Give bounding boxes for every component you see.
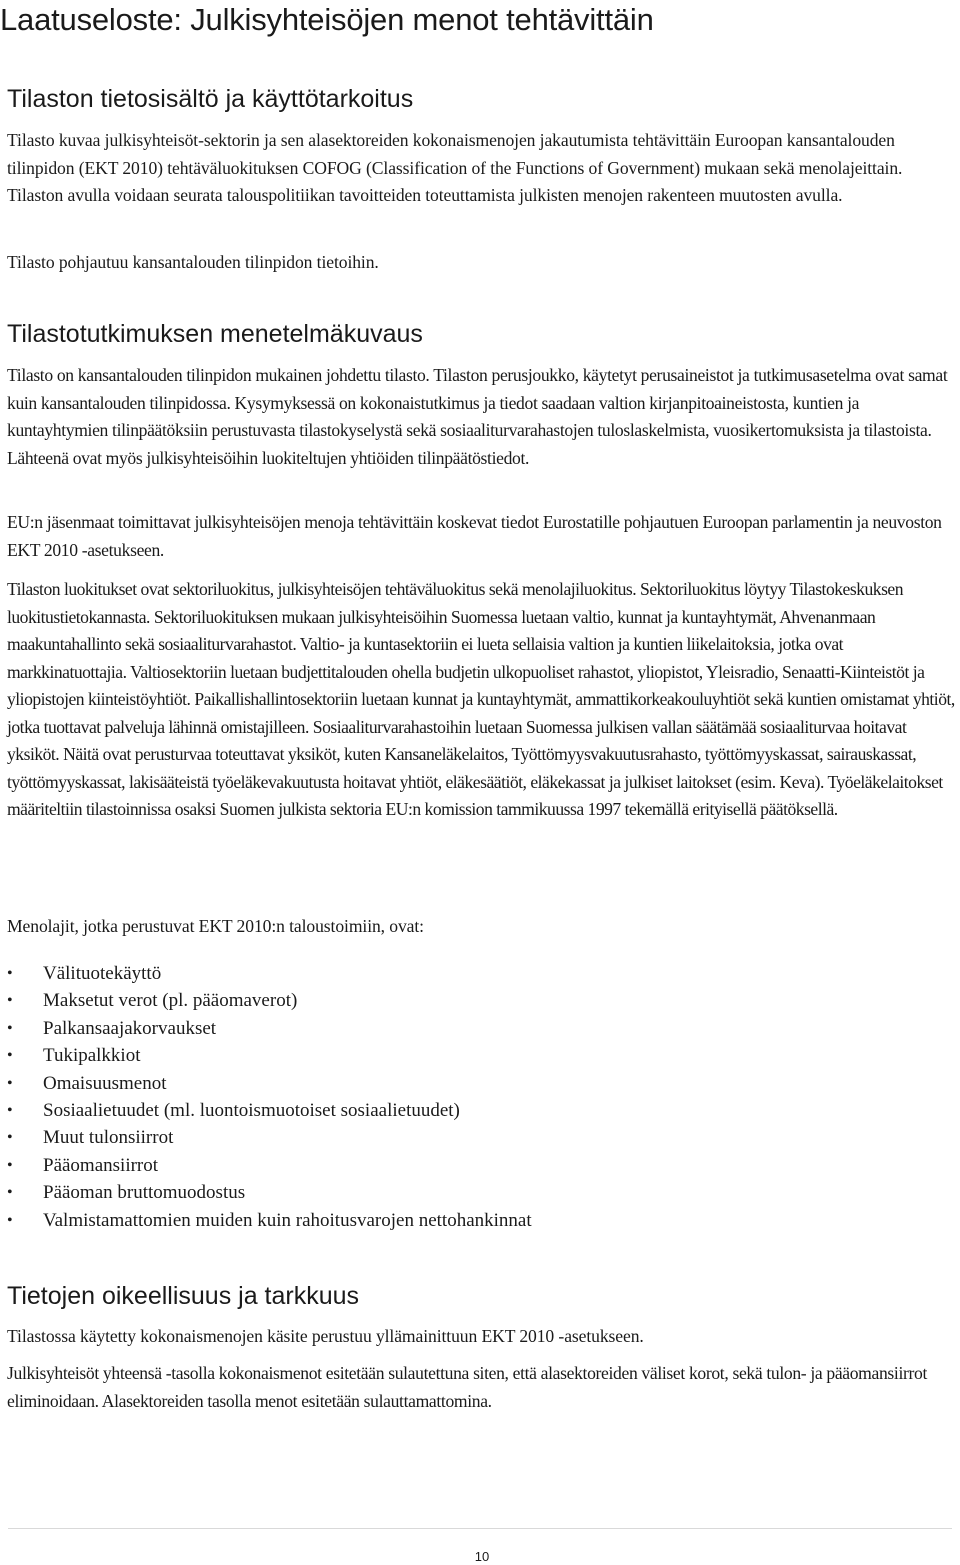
paragraph-total-expenditure-concept: Tilastossa käytetty kokonaismenojen käsite perustuu yllämainittuun EKT 2010 -asetukseen. <box>7 1326 644 1346</box>
list-item: • Omaisuusmenot <box>7 1070 907 1097</box>
list-item: • Tukipalkkiot <box>7 1042 907 1069</box>
bullet-icon: • <box>7 1074 13 1092</box>
bullet-icon: • <box>7 1156 13 1174</box>
bullet-icon: • <box>7 965 13 982</box>
list-item: • Maksetut verot (pl. pääomaverot) <box>7 987 907 1014</box>
bullet-icon: • <box>7 1184 13 1202</box>
paragraph-data-source: Tilasto pohjautuu kansantalouden tilinpidon tietoihin. <box>7 252 379 272</box>
bullet-icon: • <box>7 1019 13 1037</box>
list-item: • Valmistamattomien muiden kuin rahoitusvarojen nettohankinnat <box>7 1207 907 1234</box>
section-heading-accuracy: Tietojen oikeellisuus ja tarkkuus <box>7 1282 360 1310</box>
bullet-icon: • <box>7 1047 13 1065</box>
footer-divider <box>8 1528 952 1529</box>
bullet-icon: • <box>7 992 13 1010</box>
section-heading-content-purpose: Tilaston tietosisältö ja käyttötarkoitus <box>7 85 414 113</box>
paragraph-consolidation: Julkisyhteisöt yhteensä -tasolla kokonaismenot esitetään sulautettuna siten, että alasektoreiden väliset korot, sekä tulon- ja pääomansiirrot eliminoidaan. Alasektoreiden tasolla menot esitetään sulauttamattomina. <box>7 1363 927 1411</box>
paragraph-methodology: Tilasto on kansantalouden tilinpidon mukainen johdettu tilasto. Tilaston perusjoukko, käytetyt perusaineistot ja tutkimusasetelma ovat samat kuin kansantalouden tilinpidossa. Kysymyksessä on kokonaistutkimus ja tiedot saadaan valtion kirjanpitoaineistosta, kuntien ja kuntayhtymien tilinpäätöksiin perustuvasta tilastokyselystä sekä sosiaaliturvarahastojen tuloslaskelmista, vuosikertomuksista ja tilastoista. Lähteenä ovat myös julkisyhteisöihin luokiteltujen yhtiöiden tilinpäätöstiedot. <box>7 365 948 468</box>
bullet-icon: • <box>7 1129 13 1147</box>
section-heading-methodology: Tilastotutkimuksen menetelmäkuvaus <box>7 320 423 348</box>
list-item: • Pääoman bruttomuodostus <box>7 1179 907 1206</box>
paragraph-classifications: Tilaston luokitukset ovat sektoriluokitus, julkisyhteisöjen tehtäväluokitus sekä menolajiluokitus. Sektoriluokitus löytyy Tilastokeskuksen luokitustietokannasta. Sektoriluokituksen mukaan julkisyhteisöihin Suomessa luetaan valtio, kunnat ja kuntayhtymät, Ahvenanmaan maakuntahallinto sekä sosiaaliturvarahastot. Valtio- ja kuntasektoriin ei lueta sellaisia valtion ja kuntien liikelaitoksia, jotka ovat markkinatuottajia. Valtiosektoriin luetaan budjettitalouden ohella budjetin ulkopuoliset rahastot, yliopistot, Yleisradio, Senaatti-Kiinteistöt ja yliopistojen kiinteistöyhtiöt. Paikallishallintosektoriin luetaan kunnat ja kuntayhtymät, ammattikorkeakouluyhtiöt sekä kuntien omistamat yhtiöt, jotka tuottavat palveluja lähinnä omistajilleen. Sosiaaliturvarahastoihin luetaan Suomessa julkisen vallan säätämää sosiaaliturvaa hoitavat yksiköt. Näitä ovat perusturvaa toteuttavat yksiköt, kuten Kansaneläkelaitos, Työttömyysvakuutusrahasto, työttömyyskassat, sairauskassat, työttömyyskassat, lakisääteistä työeläkevakuutusta hoitavat yhtiöt, eläkesäätiöt, eläkekassat ja julkiset laitokset (esim. Keva). Työeläkelaitokset määriteltiin tilastoinnissa osaksi Suomen julkista sektoria EU:n komission tammikuussa 1997 tekemällä erityisellä päätöksellä. <box>7 579 955 819</box>
list-item: • Palkansaajakorvaukset <box>7 1015 907 1042</box>
paragraph-eu-reporting: EU:n jäsenmaat toimittavat julkisyhteisöjen menoja tehtävittäin koskevat tiedot Eurostatille pohjautuen Euroopan parlamentin ja neuvoston EKT 2010 -asetukseen. <box>7 512 942 560</box>
expenditure-types-list <box>7 960 907 1234</box>
bullet-icon: • <box>7 1211 13 1229</box>
list-item: • Välituotekäyttö <box>7 960 907 987</box>
paragraph-expenditure-types-intro: Menolajit, jotka perustuvat EKT 2010:n taloustoimiin, ovat: <box>7 916 424 936</box>
paragraph-content-description: Tilasto kuvaa julkisyhteisöt-sektorin ja sen alasektoreiden kokonaismenojen jakautumista tehtävittäin Euroopan kansantalouden tilinpidon (EKT 2010) tehtäväluokituksen COFOG (Classification of the Functions of Government) mukaan sekä menolajeittain. Tilaston avulla voidaan seurata talouspolitiikan tavoitteiden toteuttamista julkisten menojen rakenteen muutosten avulla. <box>7 130 903 205</box>
page-number: 10 <box>474 1549 490 1564</box>
list-item: • Pääomansiirrot <box>7 1152 907 1179</box>
list-item: • Muut tulonsiirrot <box>7 1124 907 1151</box>
list-item: • Sosiaalietuudet (ml. luontoismuotoiset sosiaalietuudet) <box>7 1097 907 1124</box>
page-title: Laatuseloste: Julkisyhteisöjen menot tehtävittäin <box>0 2 654 37</box>
bullet-icon: • <box>7 1101 13 1119</box>
